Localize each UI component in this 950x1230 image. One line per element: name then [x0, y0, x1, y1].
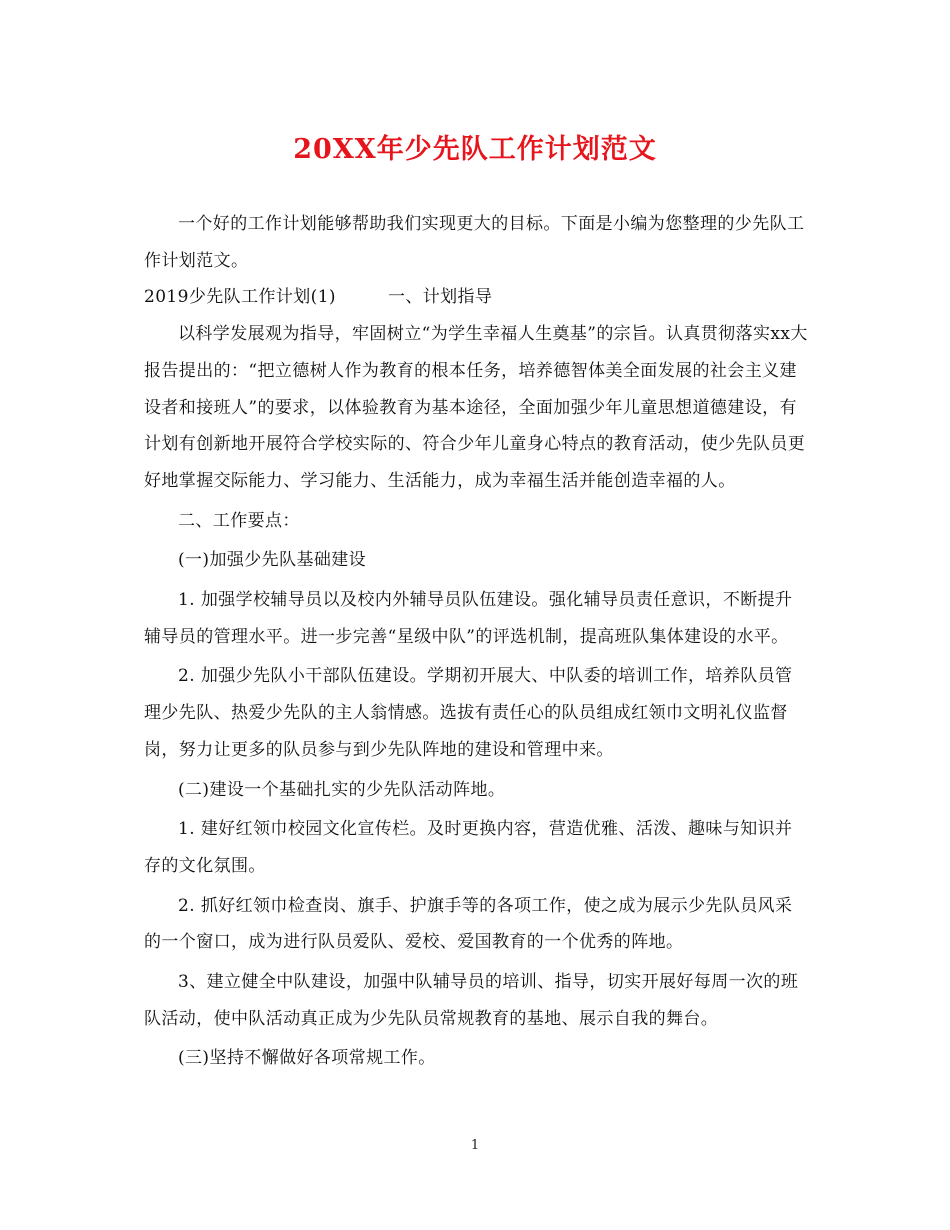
guidance-paragraph: 以科学发展观为指导，牢固树立“为学生幸福人生奠基”的宗旨。认真贯彻落实xx大报告提出的：“把立德树人作为教育的根本任务，培养德智体美全面发展的社会主义建设者和接班人”的要求，以体验教育为基本途径，全面加强少年儿童思想道德建设，有计划有创新地开展符合学校实际的、符合少年儿童身心特点的教育活动，使少先队员更好地掌握交际能力、学习能力、生活能力，成为幸福生活并能创造幸福的人。 — [144, 324, 808, 491]
sub2-item2: 2. 抓好红领巾检查岗、旗手、护旗手等的各项工作，使之成为展示少先队员风采的一个窗口，成为进行队员爱队、爱校、爱国教育的一个优秀的阵地。 — [144, 895, 793, 953]
plan-line — [144, 279, 808, 316]
plan-label: 2019少先队工作计划(1) — [144, 287, 336, 308]
sub3-heading: (三)坚持不懈做好各项常规工作。 — [178, 1048, 436, 1069]
sub2-item3: 3、建立健全中队建设，加强中队辅导员的培训、指导，切实开展好每周一次的班队活动，使中队活动真正成为少先队员常规教育的基地、展示自我的舞台。 — [144, 972, 799, 1029]
document-body — [144, 206, 808, 1077]
section2-heading: 二、工作要点： — [178, 510, 300, 531]
intro-paragraph: 一个好的工作计划能够帮助我们实现更大的目标。下面是小编为您整理的少先队工作计划范文。 — [144, 214, 805, 271]
sub1-item1: 1. 加强学校辅导员以及校内外辅导员队伍建设。强化辅导员责任意识，不断提升辅导员的管理水平。进一步完善“星级中队”的评选机制，提高班队集体建设的水平。 — [144, 590, 793, 647]
sub1-item2: 2. 加强少先队小干部队伍建设。学期初开展大、中队委的培训工作，培养队员管理少先队、热爱少先队的主人翁情感。选拔有责任心的队员组成红领巾文明礼仪监督岗，努力让更多的队员参与到少先队阵地的建设和管理中来。 — [144, 666, 793, 760]
sub2-heading: (二)建设一个基础扎实的少先队活动阵地。 — [178, 779, 506, 800]
section1-heading: 一、计划指导 — [387, 287, 493, 308]
page-number: 1 — [470, 1138, 480, 1153]
document-title: 20XX年少先队工作计划范文 — [293, 134, 657, 165]
sub2-item1: 1. 建好红领巾校园文化宣传栏。及时更换内容，营造优雅、活泼、趣味与知识并存的文化氛围。 — [144, 819, 793, 876]
sub1-heading: (一)加强少先队基础建设 — [178, 550, 367, 571]
